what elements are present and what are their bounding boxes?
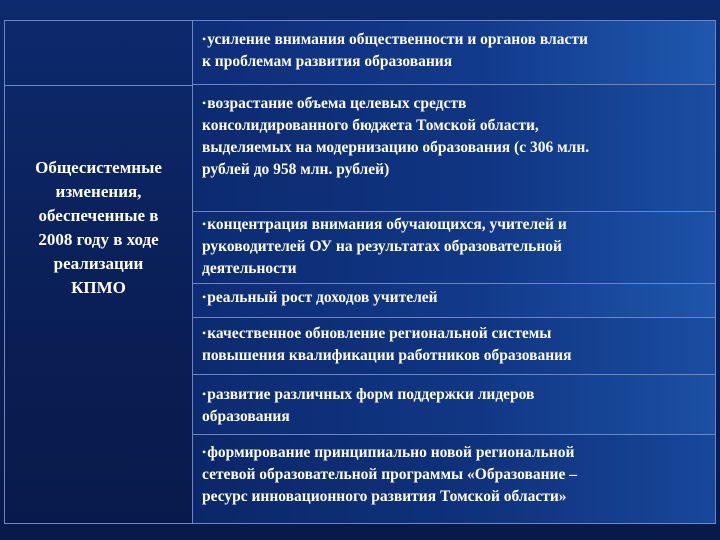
row-header-label <box>5 156 192 300</box>
bullet-icon: • <box>202 387 207 401</box>
bullet-item <box>193 284 715 318</box>
bullet-item <box>193 435 715 523</box>
row-header-line: 2008 году в ходе <box>38 230 159 249</box>
bullet-item <box>193 212 715 284</box>
row-header-line: обеспеченные в <box>38 206 159 225</box>
bullet-item <box>193 21 715 85</box>
bullet-line: к проблемам развития образования <box>202 53 453 70</box>
row-header-line: Общесистемные <box>35 158 162 177</box>
bullet-icon: • <box>202 326 207 340</box>
bullet-icon: • <box>202 96 207 110</box>
left-divider <box>5 85 192 86</box>
bullet-line: •усиление внимания общественности и органов власти <box>202 31 588 48</box>
bullet-line: •возрастание объема целевых средств <box>202 95 467 112</box>
bullet-line: консолидированного бюджета Томской области, <box>202 117 539 134</box>
bullet-line: образования <box>202 408 290 425</box>
content-table <box>4 20 716 524</box>
right-column <box>193 21 715 523</box>
bullet-line: сетевой образовательной программы «Образование – <box>202 466 577 483</box>
bullet-item <box>193 318 715 375</box>
bullet-line: повышения квалификации работников образования <box>202 347 572 364</box>
bullet-icon: • <box>202 445 207 459</box>
bullet-line: •концентрация внимания обучающихся, учителей и <box>202 216 567 233</box>
bullet-icon: • <box>202 217 207 231</box>
bullet-line: деятельности <box>202 260 297 277</box>
bullet-line: выделяемых на модернизацию образования (с 306 млн. <box>202 139 590 156</box>
bullet-line: рублей до 958 млн. рублей) <box>202 161 390 178</box>
bullet-item <box>193 85 715 212</box>
left-column <box>5 21 193 523</box>
bullet-line: руководителей ОУ на результатах образовательной <box>202 238 562 255</box>
bullet-line: •развитие различных форм поддержки лидеров <box>202 386 535 403</box>
bullet-line: •качественное обновление региональной системы <box>202 325 552 342</box>
row-header-line: изменения, <box>55 182 142 201</box>
bullet-item <box>193 375 715 435</box>
row-header-line: реализации <box>53 254 144 273</box>
bullet-line: •реальный рост доходов учителей <box>202 289 438 306</box>
bullet-icon: • <box>202 32 207 46</box>
row-header-line: КПМО <box>71 278 126 297</box>
bullet-icon: • <box>202 290 207 304</box>
bullet-line: ресурс инновационного развития Томской области» <box>202 488 567 505</box>
bullet-line: •формирование принципиально новой региональной <box>202 444 575 461</box>
